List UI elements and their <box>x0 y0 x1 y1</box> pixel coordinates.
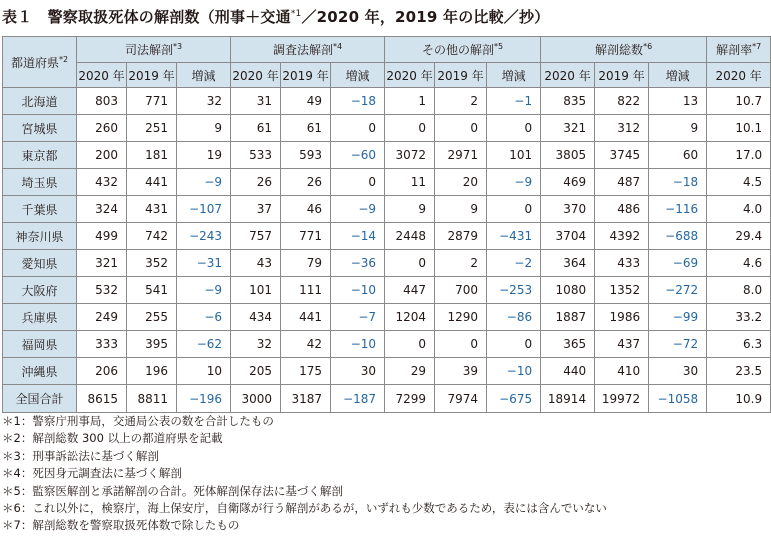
value-cell: 433 <box>595 250 649 277</box>
value-cell: 9 <box>649 115 707 142</box>
header-pref: 都道府県$^{*2}$ <box>3 37 77 88</box>
subheader-cell: 2020 年 <box>231 63 281 88</box>
value-cell: 434 <box>231 304 281 331</box>
value-cell: 365 <box>541 331 595 358</box>
table-title-sup: *1 <box>290 9 302 19</box>
value-cell: −431 <box>487 223 541 250</box>
value-cell: 46 <box>281 196 331 223</box>
header-other-autopsy: その他の解剖$^{*5}$ <box>385 37 541 63</box>
value-cell: −60 <box>331 142 385 169</box>
subheader-cell: 2019 年 <box>435 63 487 88</box>
value-cell: 2 <box>435 88 487 115</box>
value-cell: −86 <box>487 304 541 331</box>
value-cell: −9 <box>331 196 385 223</box>
value-cell: −675 <box>487 385 541 413</box>
value-cell: 9 <box>385 196 435 223</box>
table-row <box>3 304 771 331</box>
value-cell: 4.6 <box>707 250 771 277</box>
value-cell: 1986 <box>595 304 649 331</box>
value-cell: 486 <box>595 196 649 223</box>
value-cell: 0 <box>385 331 435 358</box>
table-row <box>3 223 771 250</box>
value-cell: 3187 <box>281 385 331 413</box>
value-cell: 11 <box>385 169 435 196</box>
table-body <box>3 88 771 413</box>
value-cell: 533 <box>231 142 281 169</box>
prefecture-cell: 神奈川県 <box>3 223 77 250</box>
value-cell: 395 <box>127 331 177 358</box>
value-cell: 532 <box>77 277 127 304</box>
value-cell: 101 <box>231 277 281 304</box>
value-cell: −99 <box>649 304 707 331</box>
value-cell: 1887 <box>541 304 595 331</box>
value-cell: 26 <box>231 169 281 196</box>
value-cell: −10 <box>487 358 541 385</box>
subheader-cell: 増減 <box>649 63 707 88</box>
table-row <box>3 250 771 277</box>
value-cell: 822 <box>595 88 649 115</box>
header-judicial-autopsy: 司法解剖$^{*3}$ <box>77 37 231 63</box>
value-cell: 487 <box>595 169 649 196</box>
prefecture-cell: 全国合計 <box>3 385 77 413</box>
footnote-line: ＊4：死因身元調査法に基づく解剖 <box>2 466 182 481</box>
value-cell: 3000 <box>231 385 281 413</box>
header-investigation-autopsy: 調査法解剖$^{*4}$ <box>231 37 385 63</box>
value-cell: 0 <box>487 331 541 358</box>
value-cell: 43 <box>231 250 281 277</box>
value-cell: 60 <box>649 142 707 169</box>
value-cell: 20 <box>435 169 487 196</box>
value-cell: 499 <box>77 223 127 250</box>
value-cell: 205 <box>231 358 281 385</box>
table-row <box>3 115 771 142</box>
prefecture-cell: 埼玉県 <box>3 169 77 196</box>
value-cell: 39 <box>435 358 487 385</box>
footnote-line: ＊3：刑事訴訟法に基づく解剖 <box>2 448 159 463</box>
value-cell: 324 <box>77 196 127 223</box>
value-cell: −196 <box>177 385 231 413</box>
value-cell: 19972 <box>595 385 649 413</box>
value-cell: 79 <box>281 250 331 277</box>
prefecture-cell: 大阪府 <box>3 277 77 304</box>
value-cell: 251 <box>127 115 177 142</box>
value-cell: 0 <box>487 115 541 142</box>
value-cell: 61 <box>231 115 281 142</box>
subheader-cell: 増減 <box>331 63 385 88</box>
value-cell: 32 <box>231 331 281 358</box>
value-cell: 700 <box>435 277 487 304</box>
value-cell: −14 <box>331 223 385 250</box>
value-cell: 440 <box>541 358 595 385</box>
value-cell: 757 <box>231 223 281 250</box>
value-cell: 175 <box>281 358 331 385</box>
value-cell: 437 <box>595 331 649 358</box>
value-cell: 49 <box>281 88 331 115</box>
value-cell: 200 <box>77 142 127 169</box>
value-cell: 9 <box>435 196 487 223</box>
value-cell: −69 <box>649 250 707 277</box>
value-cell: 18914 <box>541 385 595 413</box>
value-cell: 33.2 <box>707 304 771 331</box>
prefecture-cell: 宮城県 <box>3 115 77 142</box>
value-cell: 10.9 <box>707 385 771 413</box>
value-cell: 0 <box>435 115 487 142</box>
value-cell: 541 <box>127 277 177 304</box>
value-cell: −9 <box>487 169 541 196</box>
value-cell: 32 <box>177 88 231 115</box>
footnote-line: ＊5：監察医解剖と承諾解剖の合計。死体解剖保存法に基づく解剖 <box>2 483 343 498</box>
value-cell: 181 <box>127 142 177 169</box>
value-cell: 31 <box>231 88 281 115</box>
value-cell: 249 <box>77 304 127 331</box>
subheader-cell: 2020 年 <box>707 63 771 88</box>
prefecture-cell: 沖縄県 <box>3 358 77 385</box>
value-cell: 13 <box>649 88 707 115</box>
table-row <box>3 385 771 413</box>
value-cell: 321 <box>541 115 595 142</box>
value-cell: −7 <box>331 304 385 331</box>
header-total-autopsy: 解剖総数$^{*6}$ <box>541 37 707 63</box>
value-cell: 26 <box>281 169 331 196</box>
table-row <box>3 277 771 304</box>
prefecture-cell: 東京都 <box>3 142 77 169</box>
value-cell: −10 <box>331 331 385 358</box>
table-title <box>2 6 549 27</box>
value-cell: 447 <box>385 277 435 304</box>
value-cell: 835 <box>541 88 595 115</box>
value-cell: 1290 <box>435 304 487 331</box>
value-cell: 4.0 <box>707 196 771 223</box>
value-cell: 0 <box>331 169 385 196</box>
value-cell: 364 <box>541 250 595 277</box>
value-cell: −62 <box>177 331 231 358</box>
value-cell: 42 <box>281 331 331 358</box>
value-cell: −1058 <box>649 385 707 413</box>
table-row <box>3 142 771 169</box>
value-cell: −10 <box>331 277 385 304</box>
table-title-tail: ／2020 年，2019 年の比較／抄） <box>301 8 550 26</box>
prefecture-cell: 兵庫県 <box>3 304 77 331</box>
table-row <box>3 88 771 115</box>
value-cell: 10.1 <box>707 115 771 142</box>
value-cell: 771 <box>127 88 177 115</box>
subheader-cell: 増減 <box>177 63 231 88</box>
value-cell: 803 <box>77 88 127 115</box>
value-cell: 101 <box>487 142 541 169</box>
value-cell: −2 <box>487 250 541 277</box>
value-cell: 8615 <box>77 385 127 413</box>
value-cell: 7974 <box>435 385 487 413</box>
value-cell: 3745 <box>595 142 649 169</box>
value-cell: 1 <box>385 88 435 115</box>
value-cell: −72 <box>649 331 707 358</box>
value-cell: 6.3 <box>707 331 771 358</box>
value-cell: 29 <box>385 358 435 385</box>
prefecture-cell: 愛知県 <box>3 250 77 277</box>
value-cell: −6 <box>177 304 231 331</box>
value-cell: −31 <box>177 250 231 277</box>
value-cell: −9 <box>177 169 231 196</box>
table-row <box>3 358 771 385</box>
value-cell: 10.7 <box>707 88 771 115</box>
value-cell: 469 <box>541 169 595 196</box>
value-cell: 0 <box>487 196 541 223</box>
value-cell: 30 <box>331 358 385 385</box>
value-cell: 0 <box>385 115 435 142</box>
subheader-cell: 増減 <box>487 63 541 88</box>
subheader-cell: 2019 年 <box>127 63 177 88</box>
value-cell: 19 <box>177 142 231 169</box>
value-cell: 352 <box>127 250 177 277</box>
value-cell: −36 <box>331 250 385 277</box>
value-cell: 8.0 <box>707 277 771 304</box>
value-cell: 9 <box>177 115 231 142</box>
value-cell: 312 <box>595 115 649 142</box>
value-cell: −116 <box>649 196 707 223</box>
value-cell: 370 <box>541 196 595 223</box>
value-cell: 593 <box>281 142 331 169</box>
value-cell: 7299 <box>385 385 435 413</box>
prefecture-cell: 千葉県 <box>3 196 77 223</box>
footnote-line: ＊2：解剖総数 300 以上の都道府県を記載 <box>2 431 223 446</box>
value-cell: −18 <box>331 88 385 115</box>
value-cell: 4392 <box>595 223 649 250</box>
autopsy-table <box>2 36 771 413</box>
subheader-cell: 2019 年 <box>281 63 331 88</box>
value-cell: 1204 <box>385 304 435 331</box>
value-cell: 17.0 <box>707 142 771 169</box>
value-cell: 196 <box>127 358 177 385</box>
value-cell: 3805 <box>541 142 595 169</box>
value-cell: −243 <box>177 223 231 250</box>
value-cell: 441 <box>281 304 331 331</box>
value-cell: 260 <box>77 115 127 142</box>
value-cell: −272 <box>649 277 707 304</box>
footnote-line: ＊1：警察庁刑事局，交通局公表の数を合計したもの <box>2 414 274 428</box>
value-cell: 771 <box>281 223 331 250</box>
table-row <box>3 196 771 223</box>
subheader-cell: 2020 年 <box>541 63 595 88</box>
value-cell: −107 <box>177 196 231 223</box>
value-cell: 0 <box>385 250 435 277</box>
value-cell: 61 <box>281 115 331 142</box>
value-cell: 8811 <box>127 385 177 413</box>
value-cell: 30 <box>649 358 707 385</box>
subheader-cell: 2020 年 <box>77 63 127 88</box>
table-row <box>3 331 771 358</box>
value-cell: −18 <box>649 169 707 196</box>
value-cell: 0 <box>435 331 487 358</box>
value-cell: 111 <box>281 277 331 304</box>
footnote-line: ＊7：解剖総数を警察取扱死体数で除したもの <box>2 518 240 533</box>
prefecture-cell: 福岡県 <box>3 331 77 358</box>
value-cell: 1080 <box>541 277 595 304</box>
value-cell: 321 <box>77 250 127 277</box>
value-cell: −187 <box>331 385 385 413</box>
value-cell: 37 <box>231 196 281 223</box>
footnote-line: ＊6：これ以外に，検察庁，海上保安庁，自衛隊が行う解剖があるが，いずれも少数であるため，表には含んでいない <box>2 501 607 516</box>
value-cell: 206 <box>77 358 127 385</box>
subheader-cell: 2019 年 <box>595 63 649 88</box>
value-cell: 4.5 <box>707 169 771 196</box>
header-autopsy-rate: 解剖率$^{*7}$ <box>707 37 771 63</box>
value-cell: 10 <box>177 358 231 385</box>
header-row-sub <box>3 63 771 88</box>
subheader-cell: 2020 年 <box>385 63 435 88</box>
value-cell: 255 <box>127 304 177 331</box>
value-cell: −688 <box>649 223 707 250</box>
value-cell: 2879 <box>435 223 487 250</box>
value-cell: 3072 <box>385 142 435 169</box>
prefecture-cell: 北海道 <box>3 88 77 115</box>
value-cell: 2971 <box>435 142 487 169</box>
table-title-main: 表１ 警察取扱死体の解剖数（刑事＋交通 <box>2 8 291 26</box>
value-cell: 333 <box>77 331 127 358</box>
value-cell: 432 <box>77 169 127 196</box>
value-cell: 410 <box>595 358 649 385</box>
value-cell: 29.4 <box>707 223 771 250</box>
footnotes <box>2 413 607 535</box>
value-cell: 2 <box>435 250 487 277</box>
value-cell: 441 <box>127 169 177 196</box>
value-cell: 2448 <box>385 223 435 250</box>
header-row-groups <box>3 37 771 63</box>
value-cell: −1 <box>487 88 541 115</box>
value-cell: −253 <box>487 277 541 304</box>
value-cell: 431 <box>127 196 177 223</box>
table-row <box>3 169 771 196</box>
value-cell: 1352 <box>595 277 649 304</box>
value-cell: 0 <box>331 115 385 142</box>
value-cell: 3704 <box>541 223 595 250</box>
value-cell: 742 <box>127 223 177 250</box>
value-cell: −9 <box>177 277 231 304</box>
value-cell: 23.5 <box>707 358 771 385</box>
